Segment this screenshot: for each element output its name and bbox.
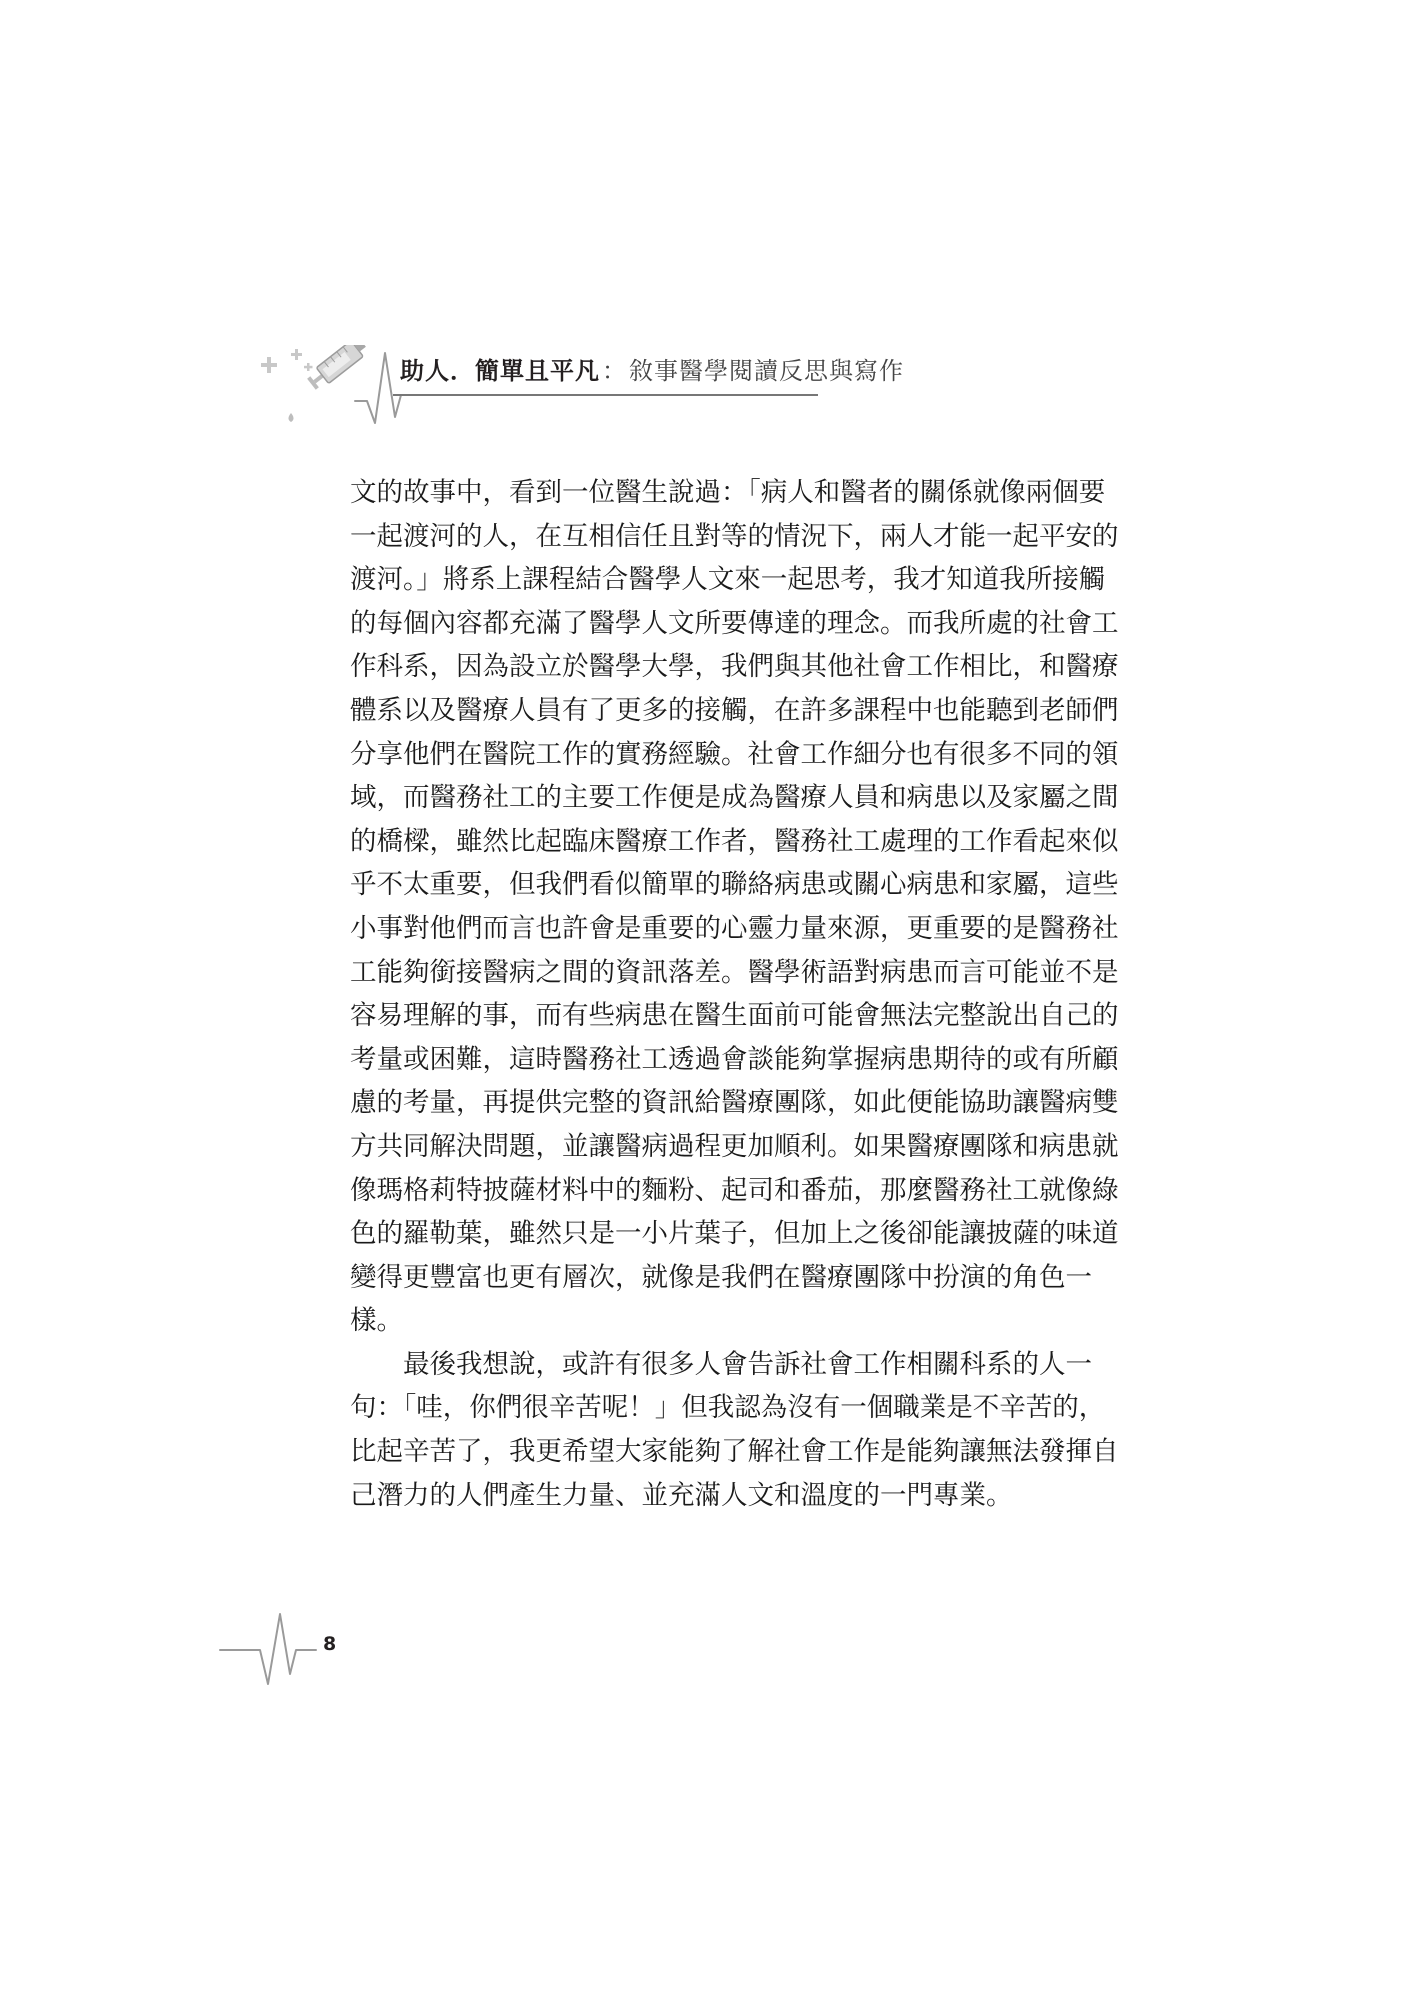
running-header-title [400, 359, 904, 383]
text-line: 方共同解決問題，並讓醫病過程更加順利。如果醫療團隊和病患就 [350, 1130, 1119, 1162]
text-line: 體系以及醫療人員有了更多的接觸，在許多課程中也能聽到老師們 [350, 694, 1119, 726]
text-line: 作科系，因為設立於醫學大學，我們與其他社會工作相比，和醫療 [350, 651, 1119, 683]
title-separator: ： [602, 357, 627, 385]
paragraph-2 [350, 1343, 1119, 1517]
heartbeat-line-icon [218, 1608, 318, 1688]
text-line: 的每個內容都充滿了醫學人文所要傳達的理念。而我所處的社會工 [350, 607, 1119, 639]
text-line: 考量或困難，這時醫務社工透過會談能夠掌握病患期待的或有所顧 [350, 1043, 1119, 1075]
text-line: 小事對他們而言也許會是重要的心靈力量來源，更重要的是醫務社 [350, 912, 1119, 944]
paragraph-1 [350, 471, 1119, 1343]
text-line: 渡河。」將系上課程結合醫學人文來一起思考，我才知道我所接觸 [350, 564, 1106, 596]
page-footer [218, 1608, 348, 1688]
text-line: 乎不太重要，但我們看似簡單的聯絡病患或關心病患和家屬，這些 [350, 869, 1119, 901]
text-line: 工能夠銜接醫病之間的資訊落差。醫學術語對病患而言可能並不是 [350, 956, 1119, 988]
text-line: 樣。 [350, 1305, 403, 1337]
text-line: 己潛力的人們產生力量、並充滿人文和溫度的一門專業。 [350, 1479, 1013, 1511]
text-line: 最後我想說，或許有很多人會告訴社會工作相關科系的人一 [403, 1348, 1092, 1380]
book-title: 助人．簡單且平凡 [400, 357, 600, 385]
page-number: 8 [323, 1633, 337, 1655]
text-line: 變得更豐富也更有層次，就像是我們在醫療團隊中扮演的角色一 [350, 1261, 1092, 1293]
text-line: 比起辛苦了，我更希望大家能夠了解社會工作是能夠讓無法發揮自 [350, 1436, 1119, 1468]
text-line: 域，而醫務社工的主要工作便是成為醫療人員和病患以及家屬之間 [350, 782, 1119, 814]
text-line: 像瑪格莉特披薩材料中的麵粉、起司和番茄，那麼醫務社工就像綠 [350, 1174, 1119, 1206]
text-line: 分享他們在醫院工作的實務經驗。社會工作細分也有很多不同的領 [350, 738, 1119, 770]
header-divider [393, 394, 818, 396]
text-line: 句：「哇，你們很辛苦呢！」但我認為沒有一個職業是不辛苦的， [350, 1392, 1106, 1424]
text-line: 的橋樑，雖然比起臨床醫療工作者，醫務社工處理的工作看起來似 [350, 825, 1119, 857]
text-line: 一起渡河的人，在互相信任且對等的情況下，兩人才能一起平安的 [350, 520, 1119, 552]
text-line: 色的羅勒葉，雖然只是一小片葉子，但加上之後卻能讓披薩的味道 [350, 1218, 1119, 1250]
book-subtitle: 敘事醫學閱讀反思與寫作 [629, 357, 904, 385]
text-line: 文的故事中，看到一位醫生說過：「病人和醫者的關係就像兩個要 [350, 477, 1106, 508]
body-text [350, 471, 1119, 1517]
running-header [255, 345, 904, 427]
text-line: 慮的考量，再提供完整的資訊給醫療團隊，如此便能協助讓醫病雙 [350, 1087, 1119, 1119]
text-line: 容易理解的事，而有些病患在醫生面前可能會無法完整說出自己的 [350, 1000, 1119, 1032]
